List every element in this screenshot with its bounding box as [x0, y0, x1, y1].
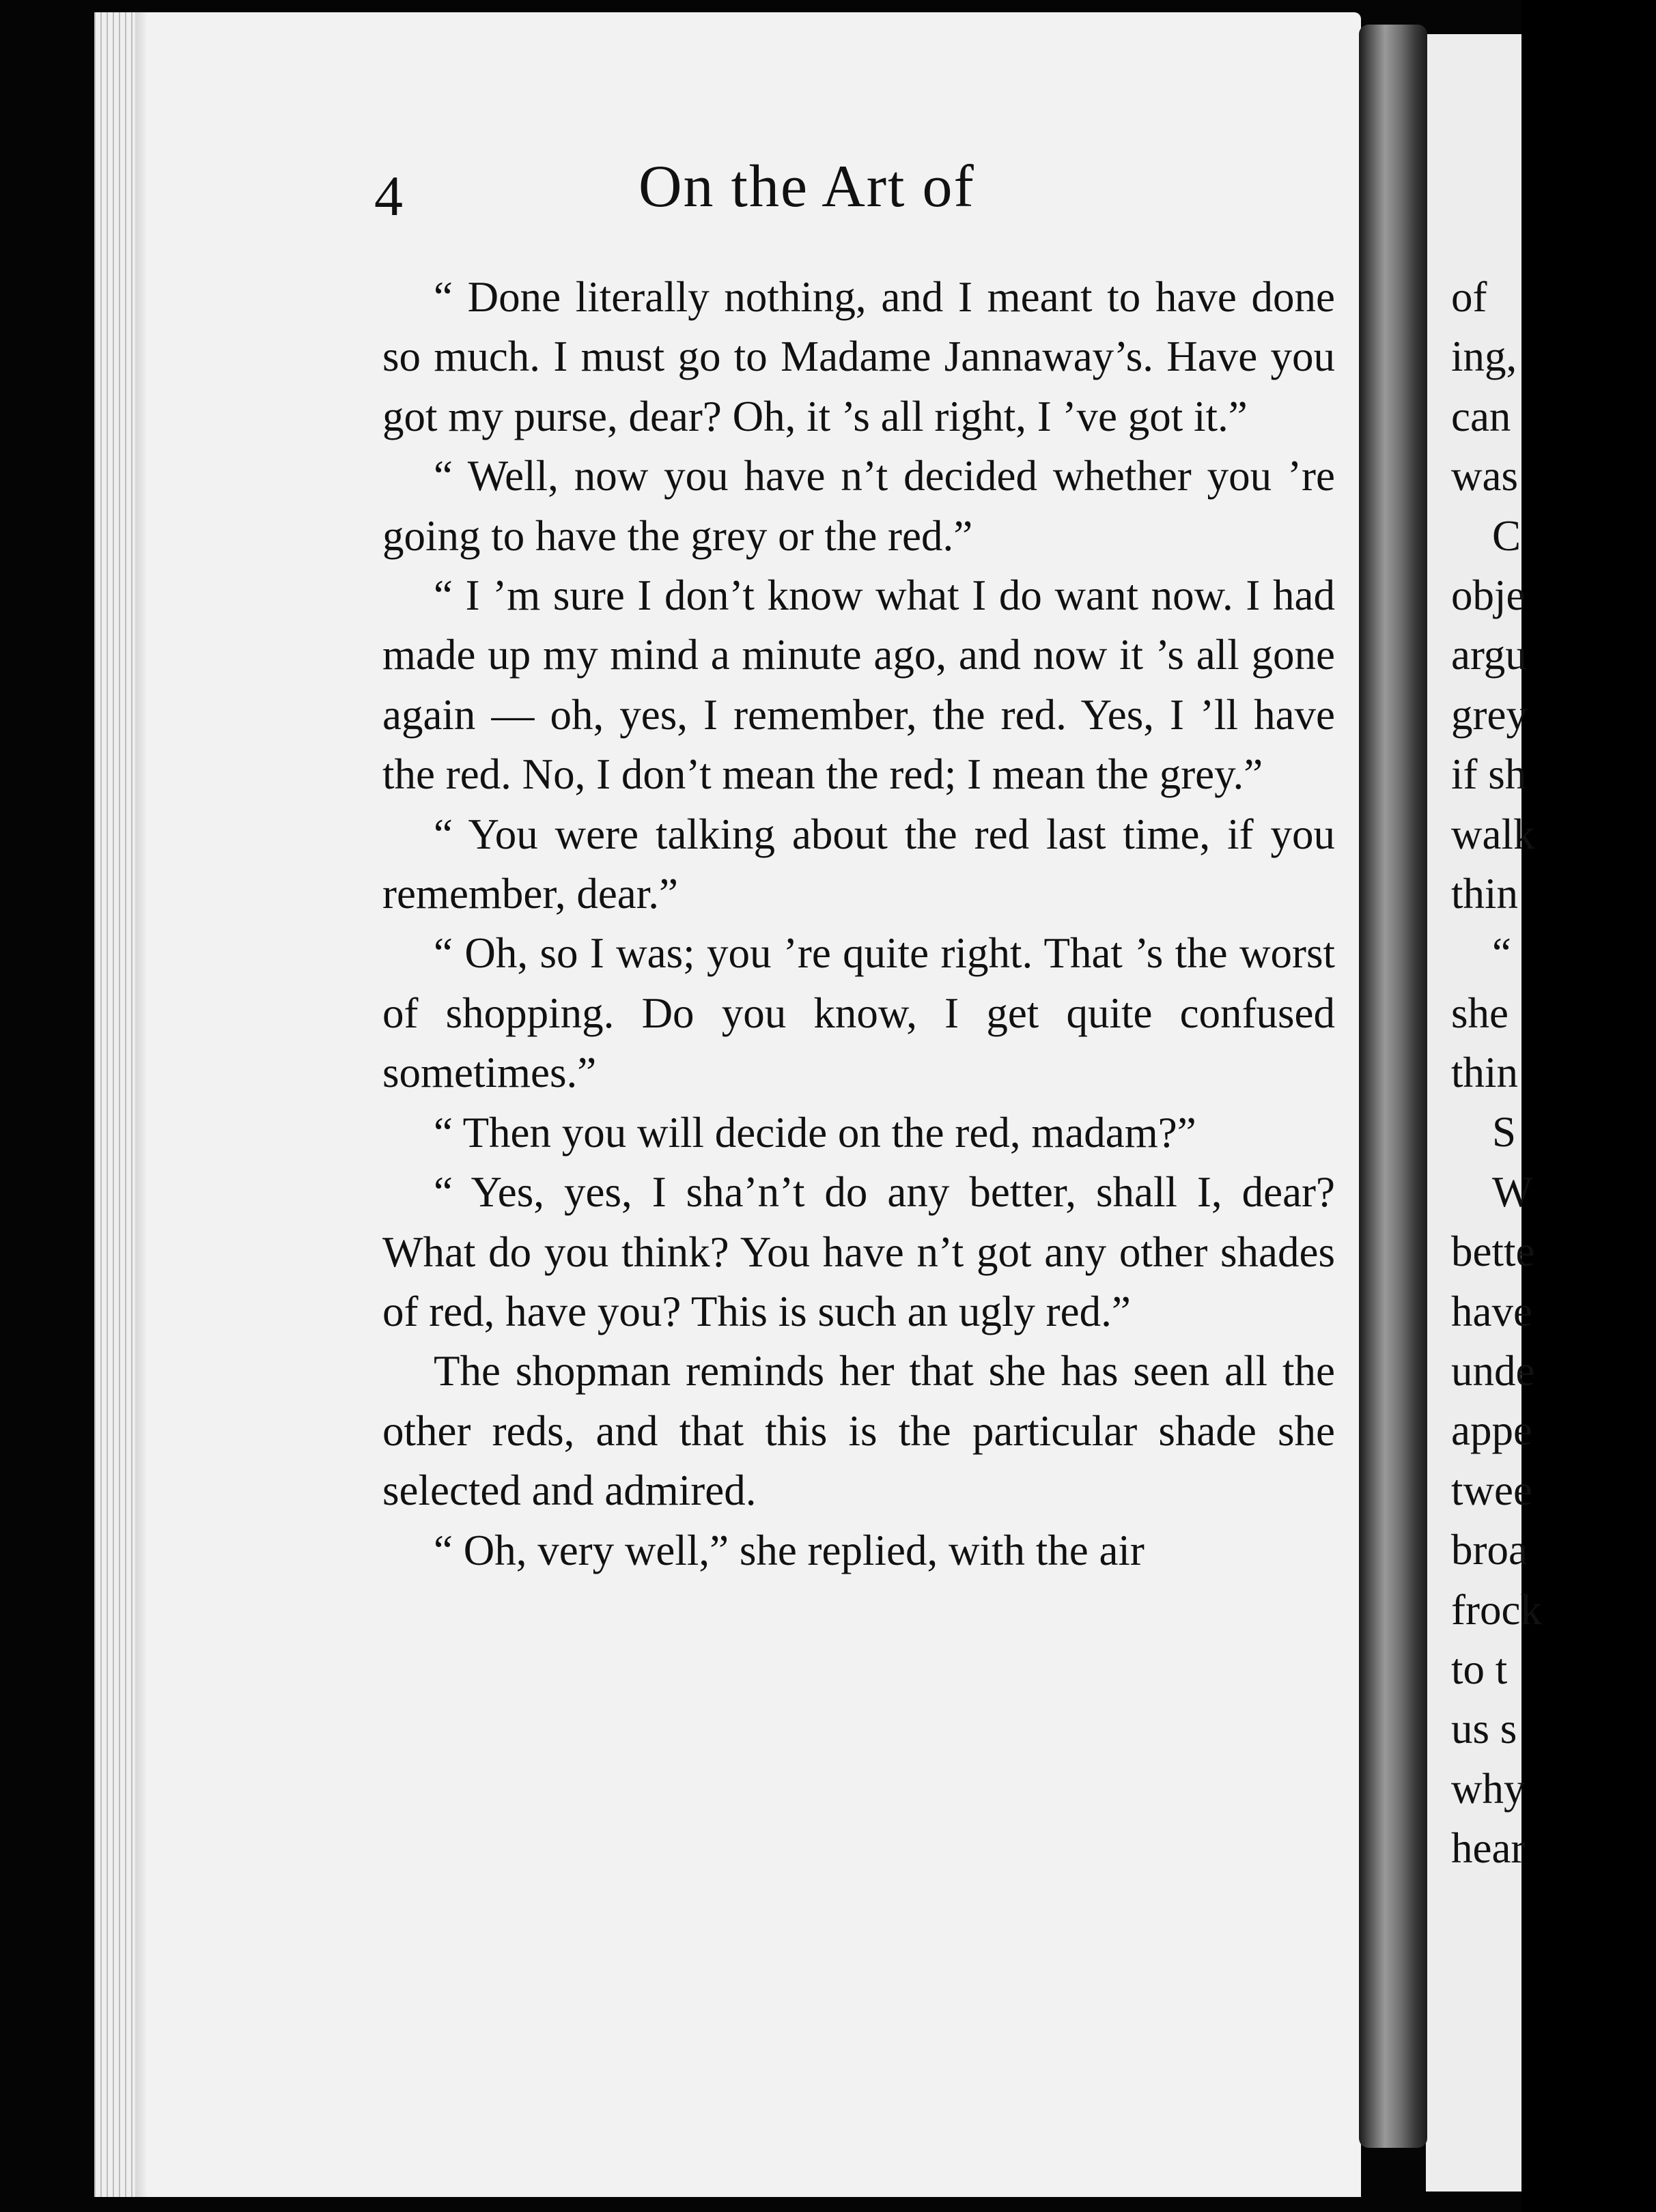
facing-page-line: W — [1492, 1167, 1533, 1216]
facing-page-line: grey — [1451, 690, 1528, 739]
facing-page-line: broa — [1451, 1526, 1528, 1574]
facing-page-line: us s — [1451, 1705, 1517, 1753]
facing-page-line: thin — [1451, 1049, 1519, 1097]
facing-page-line: C — [1492, 511, 1521, 560]
book-spine-gutter — [1359, 25, 1427, 2148]
facing-page-line: twee — [1451, 1466, 1532, 1514]
page-edge-shadow — [135, 12, 148, 2197]
facing-page-line: was — [1451, 452, 1518, 500]
facing-page-line: “ — [1492, 929, 1511, 978]
facing-page-line: have — [1451, 1287, 1532, 1335]
paragraph: “ Yes, yes, I sha’n’t do any better, shall I, dear? What do you think? You have n’t got any other shades of red, have you? This is such an ugly red.” — [382, 1168, 1335, 1335]
page-body — [382, 268, 1335, 1580]
facing-page-line: argu — [1451, 631, 1527, 679]
paragraph: “ Then you will decide on the red, madam?” — [434, 1108, 1196, 1157]
facing-page-line: of — [1451, 273, 1487, 321]
facing-page-line: walk — [1451, 810, 1535, 858]
paragraph: “ Oh, very well,” she replied, with the air — [434, 1526, 1145, 1574]
facing-page-line: unde — [1451, 1347, 1535, 1395]
facing-page-line: obje — [1451, 571, 1526, 619]
running-head: On the Art of — [638, 154, 975, 220]
facing-page-line: S — [1492, 1108, 1517, 1157]
facing-page-line: can — [1451, 392, 1511, 440]
facing-page-line: why — [1451, 1764, 1526, 1813]
facing-page-line: if sh — [1451, 750, 1527, 799]
facing-page-text — [1451, 268, 1656, 1879]
facing-page-line: appe — [1451, 1406, 1532, 1455]
facing-page-line: to t — [1451, 1645, 1508, 1693]
facing-page-line: thin — [1451, 869, 1519, 918]
paragraph: The shopman reminds her that she has seen all the other reds, and that this is the particular shade she selected and admired. — [382, 1347, 1335, 1515]
paragraph: “ Well, now you have n’t decided whether you ’re going to have the grey or the red.” — [382, 452, 1335, 560]
page-edges — [94, 12, 135, 2197]
facing-page-line: ing, — [1451, 332, 1517, 381]
facing-page-line: frock — [1451, 1585, 1542, 1634]
page-number: 4 — [374, 165, 403, 228]
facing-page-line: bette — [1451, 1228, 1535, 1276]
paragraph: “ I ’m sure I don’t know what I do want now. I had made up my mind a minute ago, and now it ’s all gone again — oh, yes, I remember, the red. Yes, I ’ll have the red. No, I don’t mean the red; I mean the grey.” — [382, 571, 1335, 799]
paragraph: “ Done literally nothing, and I meant to have done so much. I must go to Madame Jannaway’s. Have you got my purse, dear? Oh, it ’s all right, I ’ve got it.” — [382, 273, 1335, 440]
paragraph: “ Oh, so I was; you ’re quite right. That ’s the worst of shopping. Do you know, I get quite confused sometimes.” — [382, 929, 1335, 1097]
paragraph: “ You were talking about the red last time, if you remember, dear.” — [382, 810, 1335, 918]
facing-page-line: she — [1451, 989, 1508, 1037]
facing-page-line: hear — [1451, 1824, 1526, 1873]
